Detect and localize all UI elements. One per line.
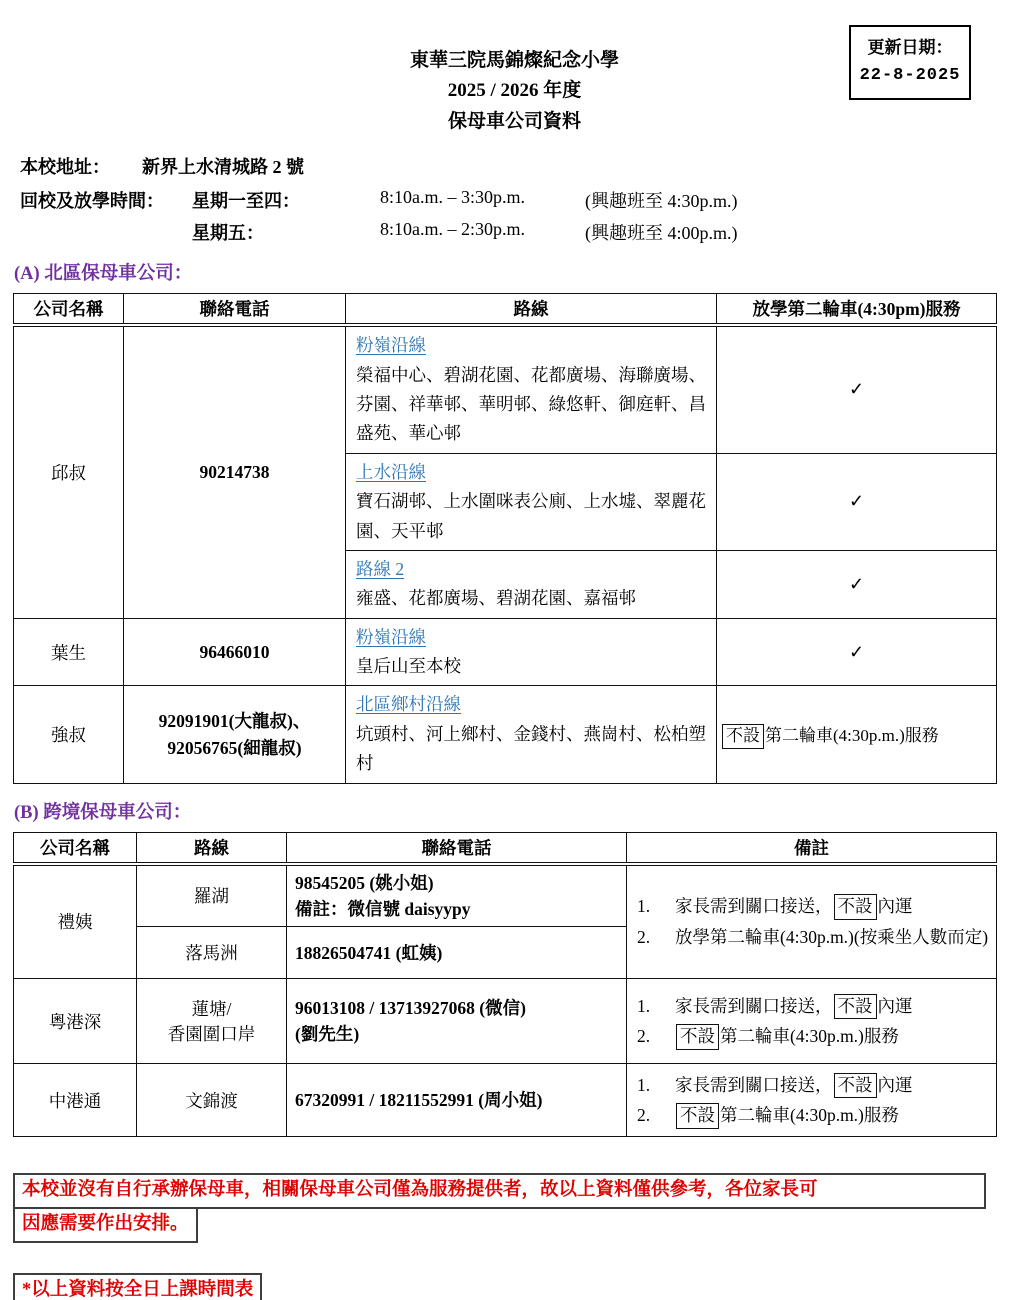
col-header-phone: 聯絡電話 [287, 832, 627, 864]
remark-text: 放學第二輪車(4:30p.m.)(按乘坐人數而定) [675, 926, 989, 947]
route-cell [346, 325, 717, 453]
table-header-row [14, 294, 997, 326]
company-cell: 邱叔 [14, 325, 124, 618]
phone-line: 備註：微信號 daisyypy [295, 898, 471, 919]
schedule-note: (興趣班至 4:30p.m.) [585, 191, 738, 212]
col-header-route: 路線 [346, 294, 717, 326]
section-b-heading: (B) 跨境保母車公司： [14, 802, 192, 823]
route-cell [346, 453, 717, 550]
remarks-cell [627, 1064, 997, 1137]
phone-line: 92056765(細龍叔) [167, 737, 302, 758]
company-cell: 粵港深 [14, 979, 137, 1064]
table-row [14, 618, 997, 686]
phone-cell: 96466010 [124, 618, 346, 686]
boxed-label: 不設 [676, 1024, 719, 1050]
update-date-value: 22-8-2025 [859, 66, 961, 86]
route-link[interactable]: 路線 2 [356, 558, 405, 579]
cross-border-table [13, 832, 997, 1138]
school-year: 2025 / 2026 年度 [447, 80, 582, 102]
table-row [14, 1064, 997, 1137]
remark-number: 1. [637, 896, 651, 917]
service-check: ✓ [717, 618, 997, 686]
schedule-day: 星期一至四： [192, 191, 300, 212]
route-cell [346, 550, 717, 618]
col-header-company: 公司名稱 [14, 294, 124, 326]
route-cell: 文錦渡 [137, 1064, 287, 1137]
schedule-time: 8:10a.m. – 3:30p.m. [380, 187, 525, 208]
phone-line: 98545205 (姚小姐) [295, 872, 434, 893]
col-header-remarks: 備註 [627, 832, 997, 864]
phone-cell: 90214738 [124, 325, 346, 618]
route-cell [137, 979, 287, 1064]
route-link[interactable]: 北區鄉村沿線 [356, 694, 461, 715]
remarks-cell [627, 864, 997, 979]
boxed-label: 不設 [676, 1103, 719, 1129]
boxed-label: 不設 [834, 894, 877, 920]
route-cell [346, 618, 717, 686]
remark-item [637, 891, 990, 922]
table-row [14, 325, 997, 453]
boxed-label: 不設 [834, 994, 877, 1020]
route-cell: 落馬洲 [137, 927, 287, 979]
phone-cell [287, 864, 627, 927]
address-line [20, 153, 1029, 179]
remark-number: 2. [637, 1105, 651, 1126]
route-link[interactable]: 粉嶺沿線 [356, 335, 426, 356]
table-row [14, 864, 997, 927]
phone-cell: 18826504741 (虹姨) [287, 927, 627, 979]
company-cell: 中港通 [14, 1064, 137, 1137]
route-line: 香園圍口岸 [167, 1024, 256, 1045]
col-header-company: 公司名稱 [14, 832, 137, 864]
phone-cell [124, 686, 346, 783]
remark-item [637, 1100, 990, 1131]
address-label: 本校地址： [20, 157, 110, 178]
remark-text: 不設 第二輪車(4:30p.m.)服務 [675, 1100, 990, 1131]
remarks-cell [627, 979, 997, 1064]
route-stops: 坑頭村、河上鄉村、金錢村、燕崗村、松柏塑村 [356, 723, 706, 774]
phone-line: 92091901(大龍叔)、 [158, 711, 311, 732]
disclaimer-line-1: 本校並沒有自行承辦保母車，相關保母車公司僅為服務提供者，故以上資料僅供參考，各位家長可 [13, 1173, 986, 1209]
footnote [13, 1275, 1029, 1300]
service-check: ✓ [717, 325, 997, 453]
remark-item [637, 991, 990, 1022]
school-info [20, 153, 1029, 245]
remark-item [637, 1070, 990, 1101]
disclaimer-note [13, 1173, 986, 1243]
footnote-text: *以上資料按全日上課時間表 [13, 1273, 262, 1300]
schedule-label: 回校及放學時間： [20, 191, 164, 212]
remark-item [637, 922, 990, 953]
phone-cell [287, 979, 627, 1064]
route-stops: 皇后山至本校 [356, 656, 461, 677]
table-row [14, 686, 997, 783]
remark-text: 家長需到關口接送， 不設 內運 [675, 1070, 990, 1101]
service-check: ✓ [717, 550, 997, 618]
company-cell: 強叔 [14, 686, 124, 783]
route-cell: 羅湖 [137, 864, 287, 927]
no-second-bus-cell [717, 686, 997, 783]
service-text: 第二輪車(4:30p.m.)服務 [765, 725, 939, 745]
boxed-label: 不設 [834, 1073, 877, 1099]
schedule-row [20, 219, 1029, 245]
remark-number: 2. [637, 926, 651, 947]
address-value: 新界上水清城路 2 號 [142, 157, 304, 178]
school-name: 東華三院馬錦燦紀念小學 [409, 50, 619, 71]
remark-item [637, 1021, 990, 1052]
route-stops: 寶石湖邨、上水圍咪表公廁、上水墟、翠麗花園、天平邨 [356, 491, 706, 541]
schedule-note: (興趣班至 4:00p.m.) [585, 223, 738, 244]
table-row [14, 979, 997, 1064]
schedule-day: 星期五： [192, 223, 264, 244]
route-stops: 榮福中心、碧湖花園、花都廣場、海聯廣場、芬園、祥華邨、華明邨、綠悠軒、御庭軒、昌盛苑、華心邨 [356, 364, 706, 444]
phone-cell: 67320991 / 18211552991 (周小姐) [287, 1064, 627, 1137]
phone-line: (劉先生) [295, 1024, 360, 1045]
col-header-service: 放學第二輪車(4:30pm)服務 [717, 294, 997, 326]
remark-text: 家長需到關口接送， 不設 內運 [675, 991, 990, 1022]
boxed-label: 不設 [722, 724, 764, 749]
col-header-phone: 聯絡電話 [124, 294, 346, 326]
remark-number: 2. [637, 1026, 651, 1047]
schedule-row [20, 187, 1029, 213]
phone-line: 96013108 / 13713927068 (微信) [295, 997, 526, 1018]
remark-text: 不設 第二輪車(4:30p.m.)服務 [675, 1021, 990, 1052]
disclaimer-line-2: 因應需要作出安排。 [13, 1207, 198, 1243]
north-district-table [13, 293, 997, 783]
route-cell [346, 686, 717, 783]
remark-text: 家長需到關口接送， 不設 內運 [675, 891, 990, 922]
update-date-label: 更新日期： [867, 38, 953, 57]
col-header-route: 路線 [137, 832, 287, 864]
section-a-heading: (A) 北區保母車公司： [14, 264, 193, 285]
service-check: ✓ [717, 453, 997, 550]
remark-number: 1. [637, 1074, 651, 1095]
schedule-time: 8:10a.m. – 2:30p.m. [380, 219, 525, 240]
company-cell: 禮姨 [14, 864, 137, 979]
update-date-box [849, 25, 971, 100]
remark-number: 1. [637, 995, 651, 1016]
route-stops: 雍盛、花都廣場、碧湖花園、嘉福邨 [356, 588, 636, 609]
route-line: 蓮塘/ [191, 999, 232, 1020]
document-title: 保母車公司資料 [447, 110, 581, 132]
route-link[interactable]: 上水沿線 [356, 461, 426, 482]
route-link[interactable]: 粉嶺沿線 [356, 626, 426, 647]
table-header-row [14, 832, 997, 864]
company-cell: 葉生 [14, 618, 124, 686]
